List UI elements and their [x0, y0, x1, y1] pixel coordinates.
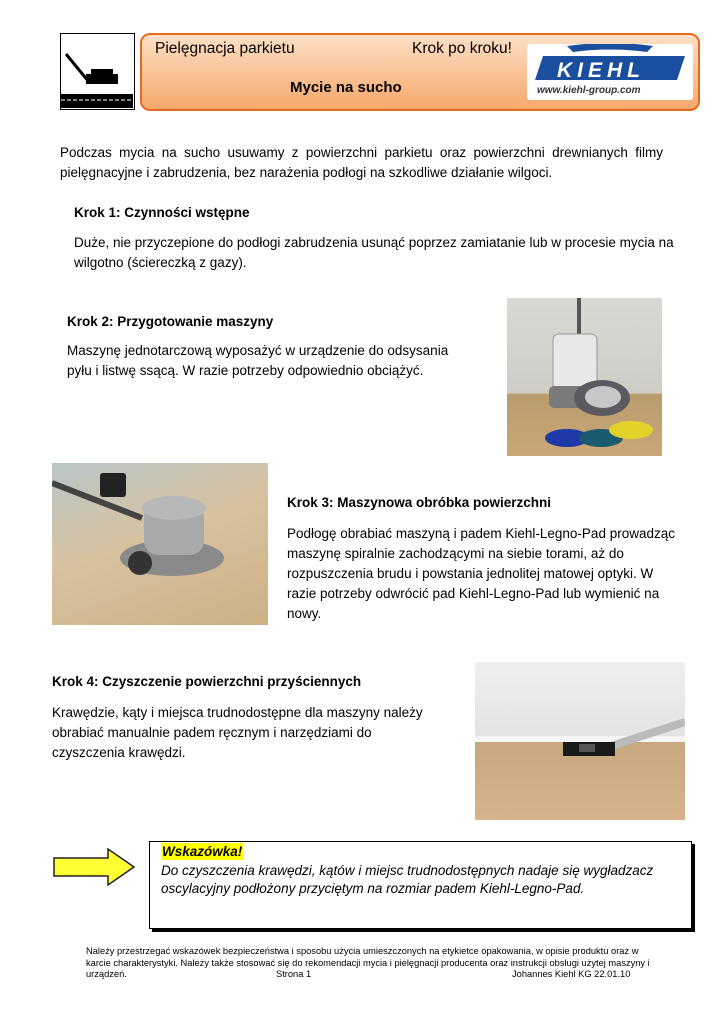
machine-on-parquet-photo — [52, 463, 268, 625]
step1-text: Duże, nie przyczepione do podłogi zabrudzenia usunąć poprzez zamiatanie lub w procesie mycia na wilgotno (ściereczką z gazy). — [74, 235, 674, 270]
footer-author: Johannes Kiehl KG 22.01.10 — [512, 969, 631, 979]
hint-title: Wskazówka! — [162, 844, 243, 859]
hint-text: Do czyszczenia krawędzi, kątów i miejsc trudnodostępnych nadaje się wygładzacz oscylacyjny podłożony przyciętym na rozmiar padem Kiehl-Legno-Pad. — [161, 863, 654, 896]
kiehl-logo — [527, 44, 693, 100]
floor-machine-icon — [60, 33, 135, 110]
arrow-right-icon — [52, 847, 136, 887]
page-title: Pielęgnacja parkietu — [155, 40, 295, 57]
svg-text:KIEHL: KIEHL — [557, 59, 645, 82]
step2-text: Maszynę jednotarczową wyposażyć w urządzenie do odsysania pyłu i listwę ssącą. W razie potrzeby odpowiednio obciążyć. — [67, 343, 449, 378]
step3-text: Podłogę obrabiać maszyną i padem Kiehl-Legno-Pad prowadząc maszynę spiralnie zachodzącymi na siebie torami, aż do rozpuszczenia brudu i powstania jednolitej matowej optyki. W razie potrzeby odwrócić pad Kiehl-Legno-Pad lub wymienić na nowy. — [287, 526, 675, 621]
step2-title: Krok 2: Przygotowanie maszyny — [67, 314, 274, 329]
intro-text: Podczas mycia na sucho usuwamy z powierzchni parkietu oraz powierzchni drewnianych filmy pielęgnacyjne i zabrudzenia, bez narażenia podłogi na szkodliwe działanie wilgoci. — [60, 145, 663, 180]
step4-title: Krok 4: Czyszczenie powierzchni przyściennych — [52, 674, 362, 689]
footer-note: Należy przestrzegać wskazówek bezpieczeństwa i sposobu użycia umieszczonych na etykietce opakowania, w opisie produktu oraz w karcie charakterystyki. Należy także stosować się do rekomendacji mycia i pielęgnacji producenta oraz instrukcji obsługi użytej maszyny i urządzeń. — [86, 946, 650, 979]
page-number: Strona 1 — [276, 969, 312, 979]
step-label: Krok po kroku! — [412, 40, 512, 57]
step3-title: Krok 3: Maszynowa obróbka powierzchni — [287, 495, 552, 510]
edge-cleaning-photo — [475, 662, 685, 820]
step1-title: Krok 1: Czynności wstępne — [74, 205, 250, 220]
step4-text: Krawędzie, kąty i miejsca trudnodostępne dla maszyny należy obrabiać manualnie padem ręcznym i narzędziami do czyszczenia krawędzi. — [52, 705, 423, 760]
page-subtitle: Mycie na sucho — [290, 79, 402, 96]
kiehl-url: www.kiehl-group.com — [537, 85, 641, 96]
machine-with-pads-photo — [507, 298, 662, 456]
